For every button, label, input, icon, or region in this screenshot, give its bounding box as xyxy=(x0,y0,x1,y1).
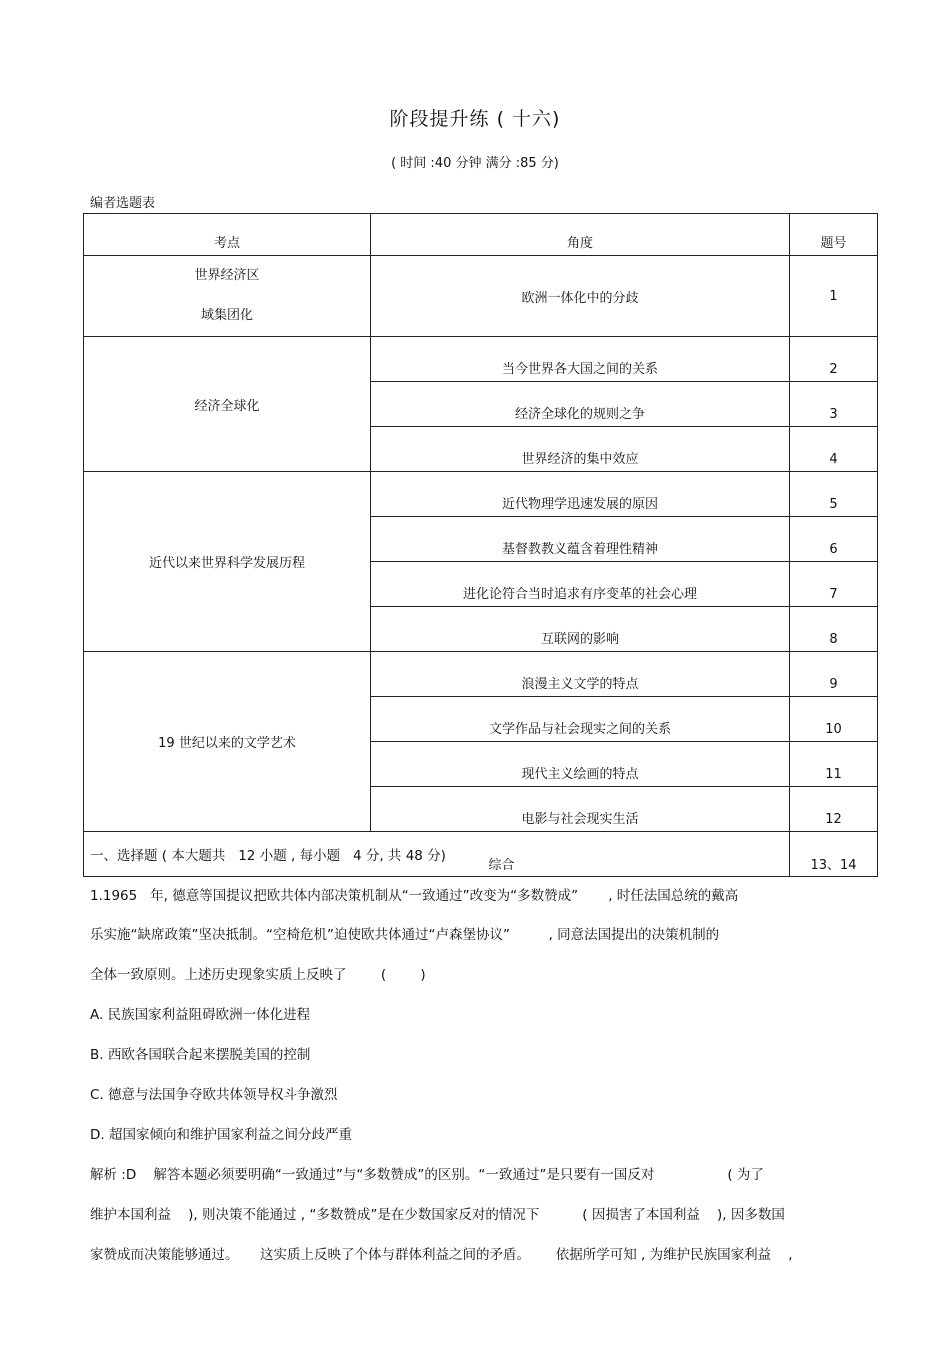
angle-cell: 互联网的影响 xyxy=(371,607,790,652)
topic-cell: 近代以来世界科学发展历程 xyxy=(84,472,371,652)
number-cell: 11 xyxy=(790,742,878,787)
number-cell: 12 xyxy=(790,787,878,832)
table-row xyxy=(84,337,878,382)
number-cell: 1 xyxy=(790,256,878,337)
question-stem-line: 乐实施“缺席政策”坚决抵制。“空椅危机”迫使欧共体通过“卢森堡协议” , 同意法国提出的决策机制的 xyxy=(90,927,720,943)
angle-cell: 世界经济的集中效应 xyxy=(371,427,790,472)
topic-cell: 经济全球化 xyxy=(84,337,371,472)
summary-label: 综合 xyxy=(84,832,790,877)
number-cell: 4 xyxy=(790,427,878,472)
angle-cell: 基督教教义蕴含着理性精神 xyxy=(371,517,790,562)
analysis-line: 维护本国利益 ), 则决策不能通过 , “多数赞成”是在少数国家反对的情况下 ( 因损害了本国利益 ), 因多数国 xyxy=(90,1207,785,1223)
number-cell: 7 xyxy=(790,562,878,607)
exam-time-score: ( 时间 :40 分钟 满分 :85 分) xyxy=(391,156,559,171)
angle-cell: 进化论符合当时追求有序变革的社会心理 xyxy=(371,562,790,607)
column-header-topic: 考点 xyxy=(84,214,371,256)
option-b: B. 西欧各国联合起来摆脱美国的控制 xyxy=(90,1047,311,1063)
analysis-line: 解析 :D 解答本题必须要明确“一致通过”与“多数赞成”的区别。“一致通过”是只要有一国反对 ( 为了 xyxy=(90,1167,764,1183)
question-selection-table xyxy=(83,213,878,877)
topic-cell: 19 世纪以来的文学艺术 xyxy=(84,652,371,832)
analysis-line: 家赞成而决策能够通过。 这实质上反映了个体与群体利益之间的矛盾。 依据所学可知 , 为维护民族国家利益 , xyxy=(90,1247,793,1263)
angle-cell: 欧洲一体化中的分歧 xyxy=(371,256,790,337)
angle-cell: 现代主义绘画的特点 xyxy=(371,742,790,787)
angle-cell: 文学作品与社会现实之间的关系 xyxy=(371,697,790,742)
table-caption: 编者选题表 xyxy=(90,196,156,211)
table-row xyxy=(84,256,878,337)
number-cell: 5 xyxy=(790,472,878,517)
question-stem-line: 1.1965 年, 德意等国提议把欧共体内部决策机制从“一致通过”改变为“多数赞成” , 时任法国总统的戴高 xyxy=(90,888,739,904)
topic-cell xyxy=(84,256,371,337)
topic-line: 世界经济区 xyxy=(194,268,260,283)
option-c: C. 德意与法国争夺欧共体领导权斗争激烈 xyxy=(90,1087,338,1103)
summary-number: 13、14 xyxy=(790,832,878,877)
angle-cell: 当今世界各大国之间的关系 xyxy=(371,337,790,382)
angle-cell: 近代物理学迅速发展的原因 xyxy=(371,472,790,517)
angle-cell: 浪漫主义文学的特点 xyxy=(371,652,790,697)
table-header-row xyxy=(84,214,878,256)
number-cell: 6 xyxy=(790,517,878,562)
number-cell: 9 xyxy=(790,652,878,697)
number-cell: 8 xyxy=(790,607,878,652)
section-heading: 一、选择题 ( 本大题共 12 小题 , 每小题 4 分, 共 48 分) xyxy=(90,848,446,864)
option-a: A. 民族国家利益阻碍欧洲一体化进程 xyxy=(90,1007,311,1023)
angle-cell: 经济全球化的规则之争 xyxy=(371,382,790,427)
table-row xyxy=(84,652,878,697)
table-row xyxy=(84,472,878,517)
number-cell: 2 xyxy=(790,337,878,382)
number-cell: 3 xyxy=(790,382,878,427)
angle-cell: 电影与社会现实生活 xyxy=(371,787,790,832)
number-cell: 10 xyxy=(790,697,878,742)
topic-line: 域集团化 xyxy=(200,308,253,323)
question-stem-line: 全体一致原则。上述历史现象实质上反映了 ( ) xyxy=(90,967,426,983)
column-header-number: 题号 xyxy=(790,214,878,256)
option-d: D. 超国家倾向和维护国家利益之间分歧严重 xyxy=(90,1127,352,1143)
page-title: 阶段提升练 ( 十六) xyxy=(389,108,561,130)
column-header-angle: 角度 xyxy=(371,214,790,256)
